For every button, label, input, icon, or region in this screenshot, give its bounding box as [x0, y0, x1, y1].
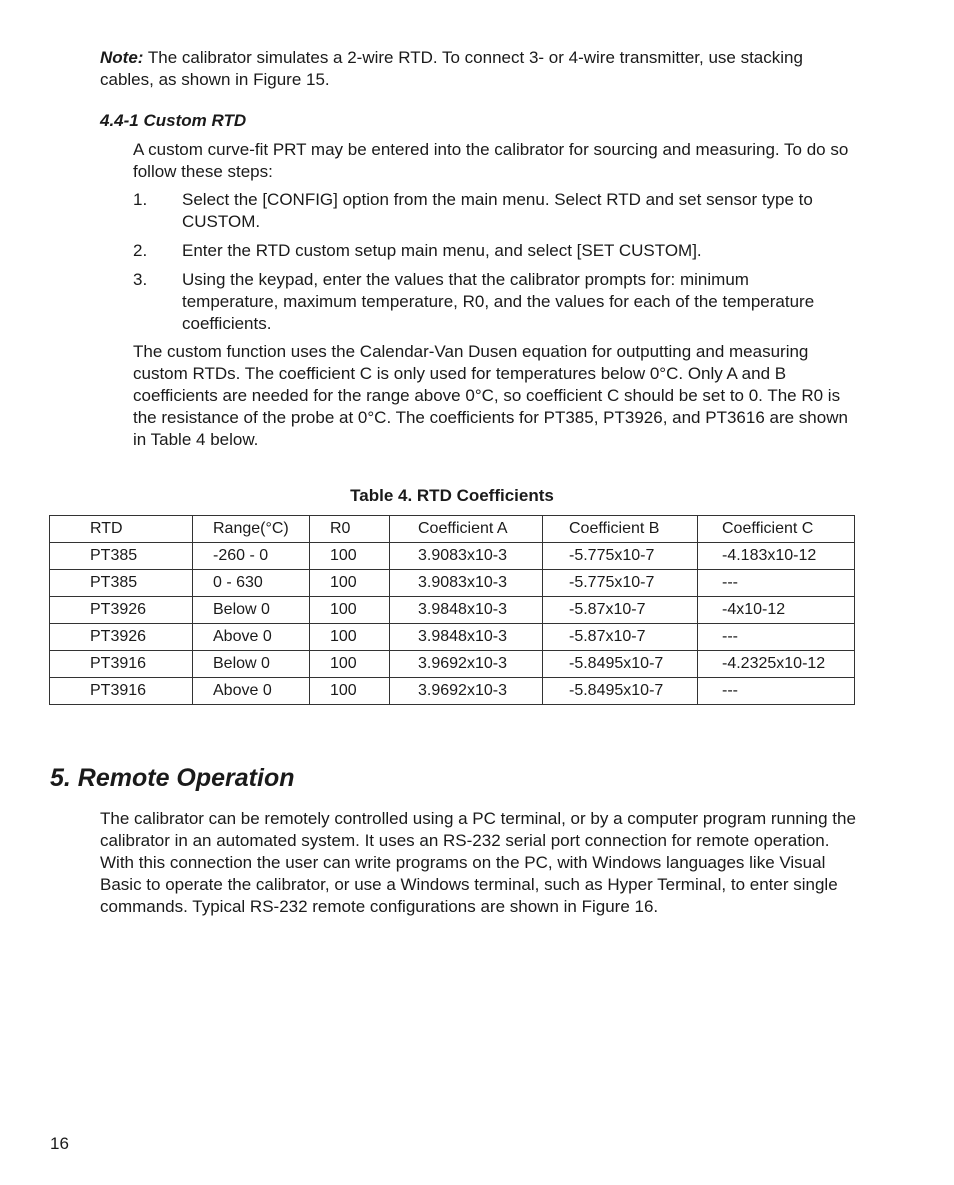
- table-cell: 0 - 630: [193, 570, 310, 597]
- table-cell: PT385: [50, 543, 193, 570]
- step-text: Enter the RTD custom setup main menu, and select [SET CUSTOM].: [182, 241, 702, 260]
- table-cell: 100: [310, 678, 390, 705]
- table-cell: ---: [698, 570, 855, 597]
- table-cell: 100: [310, 570, 390, 597]
- table-cell: 3.9848x10-3: [390, 597, 543, 624]
- table-cell: -4.2325x10-12: [698, 651, 855, 678]
- table-cell: -5.8495x10-7: [543, 651, 698, 678]
- step-number: 3.: [133, 270, 148, 289]
- table-cell: 100: [310, 624, 390, 651]
- table-cell: PT3926: [50, 624, 193, 651]
- table-cell: 3.9848x10-3: [390, 624, 543, 651]
- table-cell: 3.9692x10-3: [390, 678, 543, 705]
- table-row: [50, 570, 855, 597]
- table-cell: -260 - 0: [193, 543, 310, 570]
- column-header: Coefficient A: [390, 516, 543, 543]
- table-cell: 3.9692x10-3: [390, 651, 543, 678]
- table-row: [50, 624, 855, 651]
- column-header: RTD: [50, 516, 193, 543]
- table-cell: Above 0: [193, 678, 310, 705]
- table-caption: Table 4. RTD Coefficients: [350, 486, 554, 505]
- table-cell: -4.183x10-12: [698, 543, 855, 570]
- table-cell: 3.9083x10-3: [390, 570, 543, 597]
- table-row: [50, 678, 855, 705]
- table-cell: PT385: [50, 570, 193, 597]
- table-cell: Below 0: [193, 651, 310, 678]
- table-cell: -5.8495x10-7: [543, 678, 698, 705]
- table-cell: Above 0: [193, 624, 310, 651]
- column-header: Coefficient B: [543, 516, 698, 543]
- table-cell: -5.775x10-7: [543, 570, 698, 597]
- table-cell: Below 0: [193, 597, 310, 624]
- column-header: R0: [310, 516, 390, 543]
- table-cell: -5.87x10-7: [543, 624, 698, 651]
- table-row: [50, 651, 855, 678]
- table-cell: -4x10-12: [698, 597, 855, 624]
- page-number: 16: [50, 1134, 69, 1153]
- custom-function-paragraph: The custom function uses the Calendar-Van Dusen equation for outputting and measuring custom RTDs. The coefficient C is only used for temperatures below 0°C. Only A and B coefficients are needed for the range above 0°C, so coefficient C should be set to 0. The R0 is the resistance of the probe at 0°C. The coefficients for PT385, PT3926, and PT3616 are shown in Table 4 below.: [133, 342, 848, 449]
- table-row: [50, 597, 855, 624]
- custom-rtd-heading: 4.4-1 Custom RTD: [100, 111, 247, 130]
- column-header: Coefficient C: [698, 516, 855, 543]
- step-number: 2.: [133, 241, 148, 260]
- table-cell: 3.9083x10-3: [390, 543, 543, 570]
- rtd-coefficients-table: [49, 515, 855, 705]
- note-paragraph: [100, 47, 860, 91]
- table-row: [50, 543, 855, 570]
- step-item: [133, 269, 842, 335]
- custom-rtd-intro: A custom curve-fit PRT may be entered into the calibrator for sourcing and measuring. To do so follow these steps:: [133, 140, 849, 181]
- custom-rtd-steps: [133, 189, 863, 342]
- table-cell: 100: [310, 651, 390, 678]
- step-number: 1.: [133, 190, 148, 209]
- step-text: Using the keypad, enter the values that the calibrator prompts for: minimum temperature, maximum temperature, R0, and the values for each of the temperature coefficients.: [182, 270, 815, 333]
- remote-operation-heading: 5. Remote Operation: [50, 764, 295, 792]
- table-cell: 100: [310, 597, 390, 624]
- step-text: Select the [CONFIG] option from the main menu. Select RTD and set sensor type to CUSTOM.: [182, 190, 813, 231]
- table-cell: -5.775x10-7: [543, 543, 698, 570]
- table-cell: -5.87x10-7: [543, 597, 698, 624]
- remote-operation-paragraph: The calibrator can be remotely controlled using a PC terminal, or by a computer program running the calibrator in an automated system. It uses an RS-232 serial port connection for remote operation. With this connection the user can write programs on the PC, with Windows languages like Visual Basic to operate the calibrator, or use a Windows terminal, such as Hyper Terminal, to enter single commands. Typical RS-232 remote configurations are shown in Figure 16.: [100, 809, 856, 916]
- note-text: The calibrator simulates a 2-wire RTD. To connect 3- or 4-wire transmitter, use stacking cables, as shown in Figure 15.: [100, 48, 803, 89]
- table-header-row: [50, 516, 855, 543]
- table-cell: ---: [698, 624, 855, 651]
- table-cell: PT3916: [50, 651, 193, 678]
- step-item: [133, 240, 842, 262]
- table-cell: 100: [310, 543, 390, 570]
- note-lead: Note:: [100, 48, 144, 67]
- table-cell: PT3916: [50, 678, 193, 705]
- step-item: [133, 189, 842, 233]
- column-header: Range(°C): [193, 516, 310, 543]
- table-cell: ---: [698, 678, 855, 705]
- table-cell: PT3926: [50, 597, 193, 624]
